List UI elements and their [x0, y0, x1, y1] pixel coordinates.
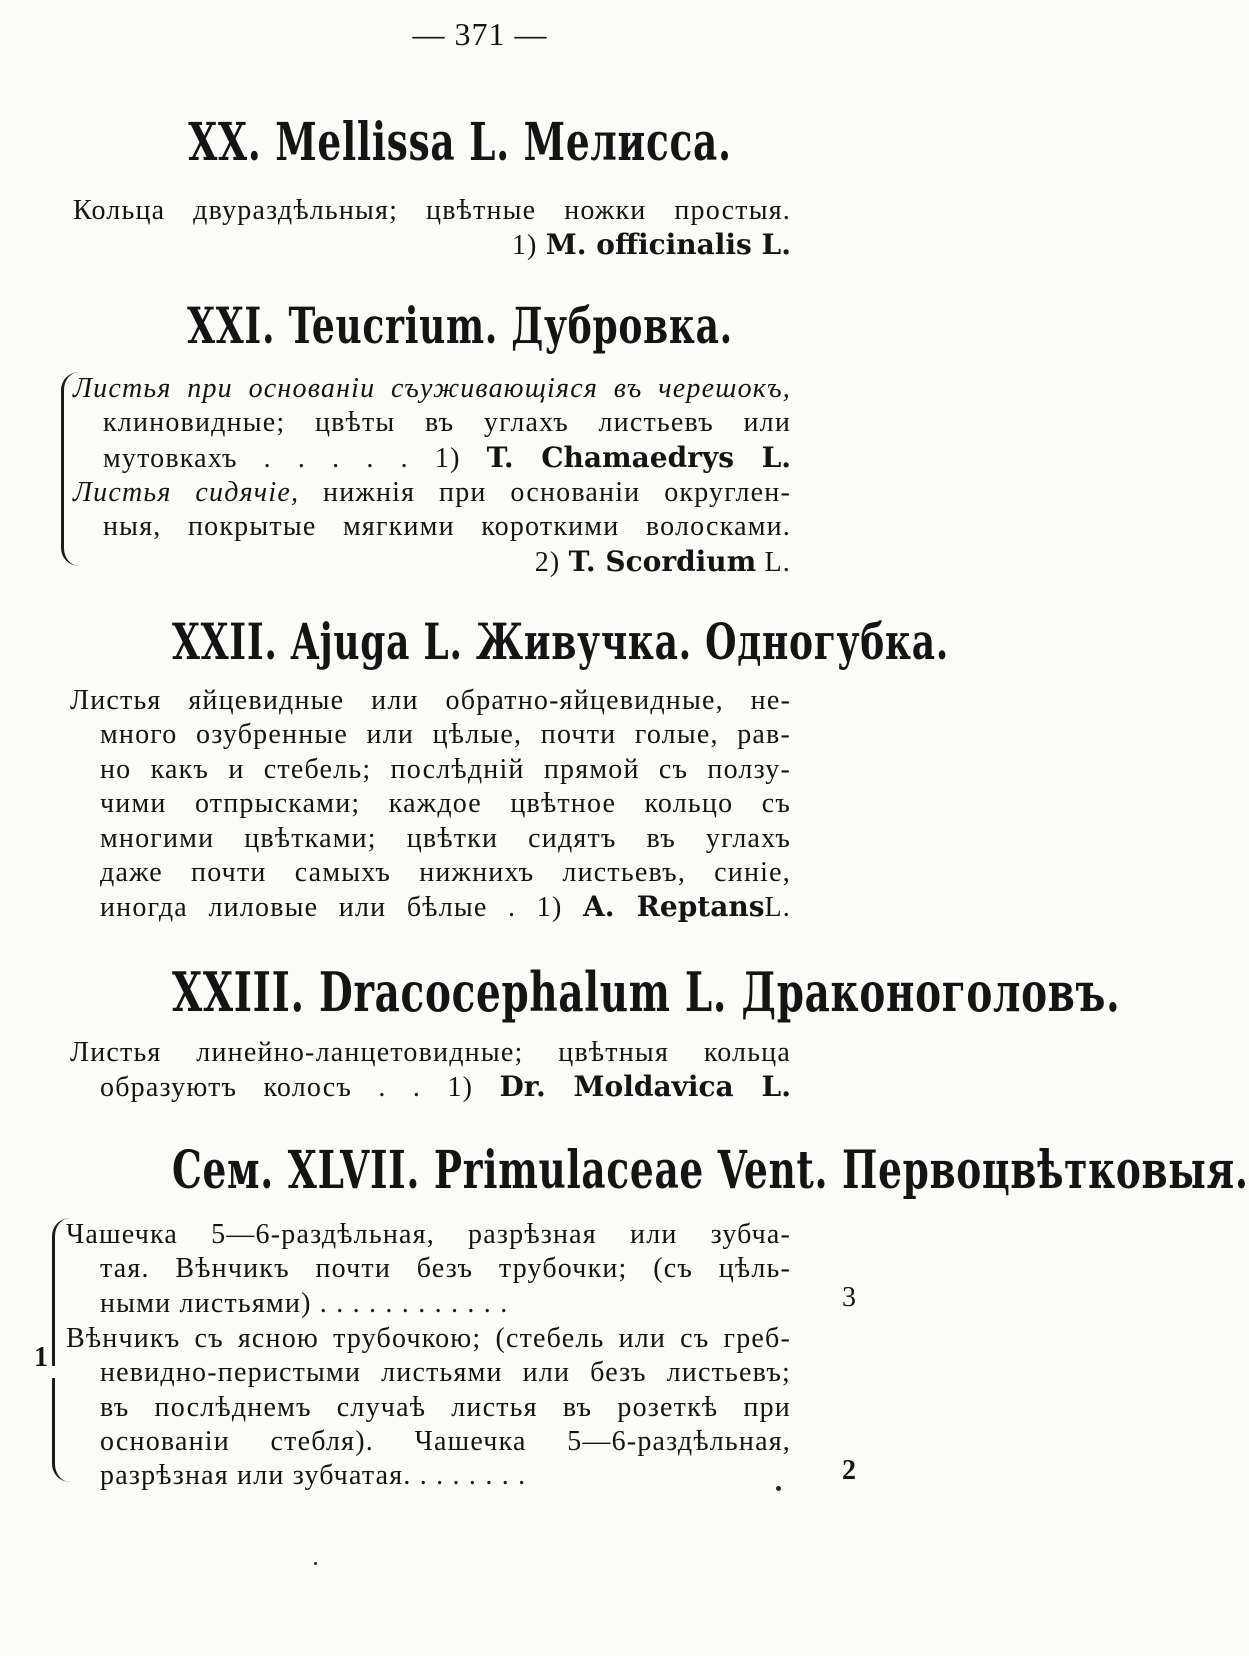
teucrium-key-line-1: Листья при основанiи съуживающiяся въ черешокъ,: [73, 373, 791, 404]
dracocephalum-description-line-1: Листья линейно-ланцетовидные; цвѣтныя кольца: [70, 1037, 791, 1068]
primulaceae-brace-bottom: [52, 1378, 73, 1482]
section-heading-ajuga: XXII. Ajuga L. Живучка. Одногубка.: [172, 612, 950, 671]
primulaceae-key-line-2: тая. Вѣнчикъ почти безъ трубочки; (съ цѣль-: [100, 1253, 791, 1284]
ajuga-description-line-4: чими отпрысками; каждое цвѣтное кольцо съ: [100, 788, 791, 819]
mellissa-species: [73, 228, 791, 263]
species-name: Dr. Moldavica L.: [499, 1070, 791, 1103]
key-number-1: 1: [34, 1342, 48, 1373]
primulaceae-key-line-4: Вѣнчикъ съ ясною трубочкою; (стебель или съ греб-: [66, 1323, 791, 1354]
teucrium-key-line-4: [73, 476, 791, 510]
section-heading-dracocephalum: XXIII. Dracocephalum L. Драконоголовъ.: [172, 960, 1121, 1024]
teucrium-key-line-3-text: мутовкахъ . . . . . 1): [103, 443, 461, 474]
section-heading-teucrium: XXI. Teucrium. Дубровка.: [187, 296, 733, 355]
teucrium-key-line-5: ныя, покрытые мягкими короткими волосками.: [103, 511, 791, 542]
ink-speck: [314, 1562, 317, 1565]
species-number: 1): [511, 230, 538, 261]
mellissa-description: Кольца двураздѣльныя; цвѣтные ножки простыя.: [73, 195, 791, 226]
dracocephalum-description-line-2: [100, 1070, 791, 1105]
species-name: M. officinalis L.: [545, 228, 791, 261]
species-name: T. Scordium: [568, 545, 757, 578]
species-name: A. Reptans: [583, 890, 765, 923]
teucrium-key-line-4-italic: Листья сидячiе,: [73, 477, 300, 508]
ajuga-line-7-text: иногда лиловые или бѣлые . 1): [100, 892, 563, 923]
section-heading-mellissa: XX. Mellissa L. Мелисса.: [188, 112, 732, 173]
dracocephalum-line-2-text: образуютъ колосъ . . 1): [100, 1072, 474, 1103]
teucrium-key-line-3: [103, 441, 791, 476]
primulaceae-key-line-7: основанiи стебля). Чашечка 5—6-раздѣльная,: [100, 1426, 791, 1457]
lead-reference-2: 2: [842, 1455, 856, 1486]
primulaceae-key-line-3: ными листьями) . . . . . . . . . . . .: [100, 1288, 509, 1319]
ajuga-description-line-5: многими цвѣтками; цвѣтки сидятъ въ углахъ: [100, 823, 791, 854]
primulaceae-key-line-5: невидно-перистыми листьями или безъ листьевъ;: [100, 1357, 791, 1388]
family-heading-primulaceae: Сем. XLVII. Primulaceae Vent. Первоцвѣтковыя.: [172, 1140, 1249, 1201]
ajuga-description-line-6: даже почти самыхъ нижнихъ листьевъ, синiе,: [100, 857, 791, 888]
teucrium-species-2: [103, 545, 791, 580]
ajuga-description-line-2: много озубренные или цѣлые, почти голые, рав-: [100, 719, 791, 750]
ajuga-description-line-1: Листья яйцевидные или обратно-яйцевидные, не-: [70, 685, 791, 716]
primulaceae-key-line-1: Чашечка 5—6-раздѣльная, разрѣзная или зубча-: [66, 1219, 791, 1250]
ink-speck: [776, 1486, 781, 1491]
ajuga-species: [583, 892, 791, 923]
ajuga-description-line-7: [100, 890, 791, 925]
primulaceae-key-line-6: въ послѣднемъ случаѣ листья въ розеткѣ при: [100, 1392, 791, 1423]
teucrium-key-line-2: клиновидные; цвѣты въ углахъ листьевъ или: [103, 407, 791, 438]
species-author: L.: [764, 547, 791, 578]
page-number: — 371 —: [412, 16, 548, 52]
lead-reference-3: 3: [842, 1282, 856, 1313]
species-author: L.: [764, 892, 791, 923]
primulaceae-key-line-8: разрѣзная или зубчатая. . . . . . . .: [100, 1460, 527, 1491]
species-name: T. Chamaedrys L.: [486, 441, 791, 474]
ajuga-description-line-3: но какъ и стебель; послѣднiй прямой съ ползу-: [100, 754, 791, 785]
species-number: 2): [534, 547, 561, 578]
teucrium-key-line-4-text: нижнiя при основанiи округлен-: [323, 477, 792, 508]
